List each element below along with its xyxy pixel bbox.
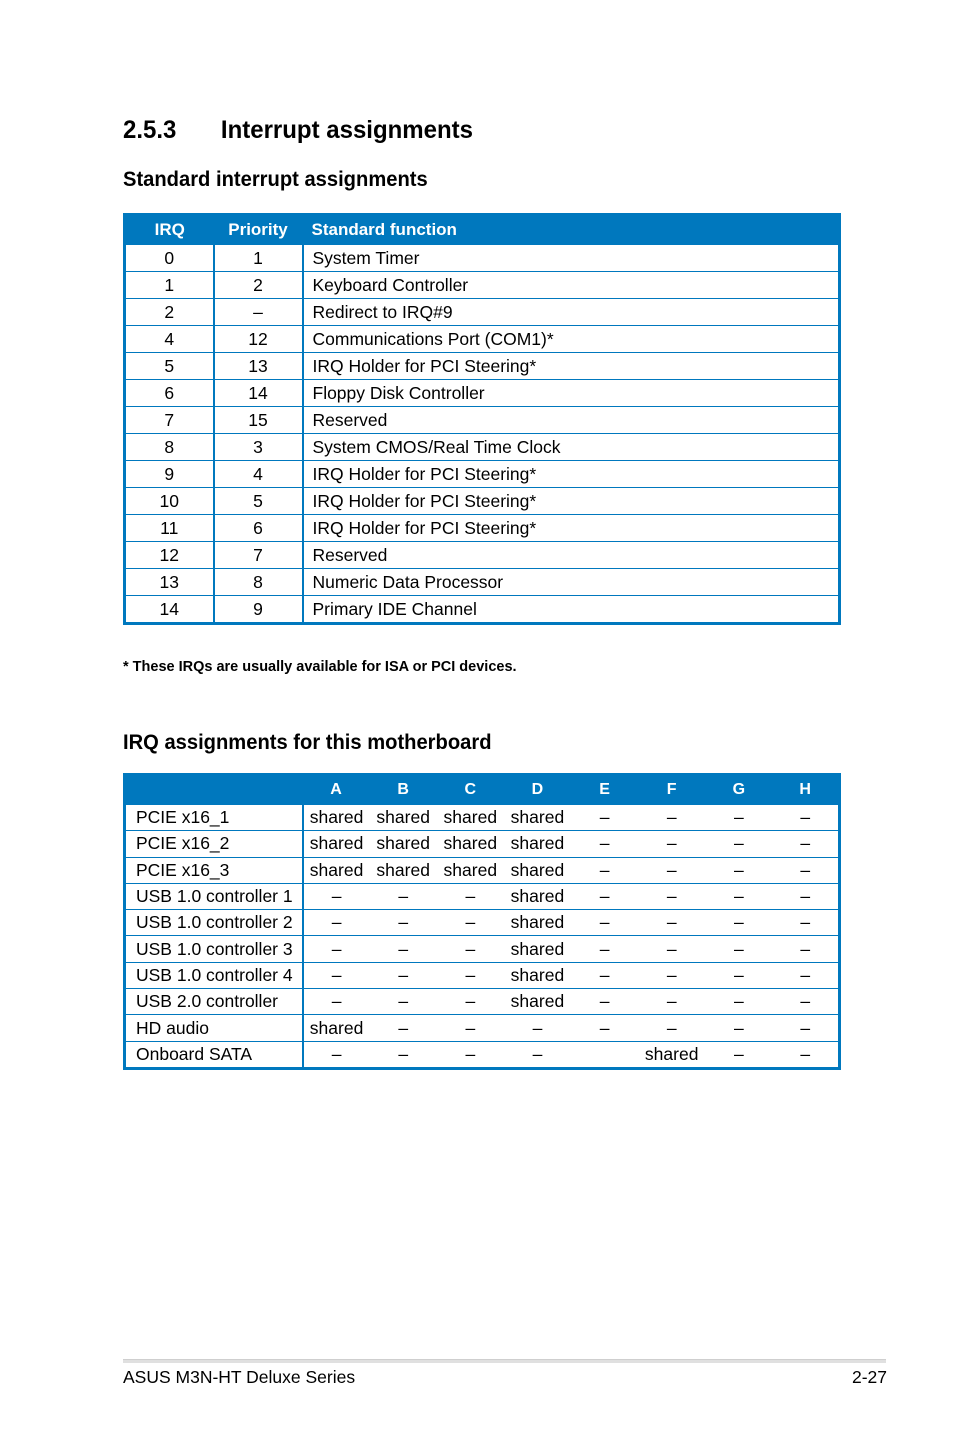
assignment-cell: – [705,857,772,883]
irq-cell: 2 [125,299,214,326]
table-row [125,857,840,883]
function-cell: Primary IDE Channel [303,596,840,624]
assignment-cell: – [303,883,370,909]
column-header-int-g: G [705,775,772,805]
priority-cell: 4 [214,461,303,488]
priority-cell: 8 [214,569,303,596]
priority-cell: 5 [214,488,303,515]
column-header-int-c: C [437,775,504,805]
assignment-cell: – [571,831,638,857]
function-cell: Floppy Disk Controller [303,380,840,407]
priority-cell: 2 [214,272,303,299]
table-row [125,407,840,434]
device-cell: PCIE x16_1 [125,805,303,831]
assignment-cell: shared [504,805,571,831]
assignment-cell: shared [370,831,437,857]
table-row [125,596,840,624]
assignment-cell: – [638,989,705,1015]
function-cell: IRQ Holder for PCI Steering* [303,488,840,515]
table-row [125,1015,840,1041]
table-header-row [125,215,840,245]
function-cell: System Timer [303,245,840,272]
irq-cell: 8 [125,434,214,461]
priority-cell: 3 [214,434,303,461]
table-row [125,805,840,831]
table-row [125,272,840,299]
irq-cell: 5 [125,353,214,380]
assignment-cell: shared [504,857,571,883]
assignment-cell: shared [504,910,571,936]
assignment-cell: – [437,1015,504,1041]
function-cell: Reserved [303,407,840,434]
assignment-cell: – [638,962,705,988]
column-header-int-e: E [571,775,638,805]
assignment-cell: – [370,1041,437,1068]
column-header-int-b: B [370,775,437,805]
assignment-cell: – [370,1015,437,1041]
motherboard-table-title: IRQ assignments for this motherboard [123,731,492,754]
assignment-cell: – [772,962,839,988]
assignment-cell: shared [303,831,370,857]
assignment-cell: shared [504,936,571,962]
irq-cell: 11 [125,515,214,542]
assignment-cell: – [504,1041,571,1068]
table-header-row [125,775,840,805]
table-row [125,831,840,857]
irq-cell: 4 [125,326,214,353]
function-cell: Communications Port (COM1)* [303,326,840,353]
priority-cell: 6 [214,515,303,542]
assignment-cell: shared [370,805,437,831]
column-header-int-h: H [772,775,839,805]
assignment-cell: – [638,936,705,962]
assignment-cell: – [571,1015,638,1041]
assignment-cell: – [638,831,705,857]
table-row [125,245,840,272]
device-cell: PCIE x16_3 [125,857,303,883]
assignment-cell: – [705,989,772,1015]
function-cell: Keyboard Controller [303,272,840,299]
motherboard-irq-table [123,773,841,1070]
table-row [125,461,840,488]
assignment-cell: – [303,936,370,962]
column-header-priority: Priority [214,215,303,245]
assignment-cell: – [705,883,772,909]
section-title-text: Interrupt assignments [220,116,473,144]
column-header-irq: IRQ [125,215,214,245]
table-row [125,1041,840,1068]
assignment-cell: shared [437,831,504,857]
priority-cell: 7 [214,542,303,569]
table-row [125,936,840,962]
column-header-function: Standard function [303,215,840,245]
standard-table-title: Standard interrupt assignments [123,168,428,191]
assignment-cell: – [303,962,370,988]
table-row [125,542,840,569]
assignment-cell: shared [303,805,370,831]
function-cell: IRQ Holder for PCI Steering* [303,515,840,542]
assignment-cell: – [437,989,504,1015]
function-cell: IRQ Holder for PCI Steering* [303,353,840,380]
assignment-cell: – [504,1015,571,1041]
device-cell: USB 1.0 controller 1 [125,883,303,909]
assignment-cell: – [370,883,437,909]
function-cell: Numeric Data Processor [303,569,840,596]
assignment-cell: – [772,910,839,936]
assignment-cell: – [772,1015,839,1041]
assignment-cell: – [571,962,638,988]
assignment-cell: – [303,910,370,936]
table-row [125,299,840,326]
column-header-int-f: F [638,775,705,805]
assignment-cell: – [638,1015,705,1041]
device-cell: USB 1.0 controller 3 [125,936,303,962]
table-row [125,910,840,936]
footer-rule [123,1359,886,1363]
assignment-cell: – [370,989,437,1015]
assignment-cell: – [638,805,705,831]
assignment-cell: – [772,831,839,857]
assignment-cell: – [772,883,839,909]
section-number: 2.5.3 [123,116,177,144]
priority-cell: 13 [214,353,303,380]
assignment-cell: – [571,910,638,936]
assignment-cell: – [370,910,437,936]
table-row [125,380,840,407]
assignment-cell: – [705,936,772,962]
device-cell: USB 1.0 controller 2 [125,910,303,936]
assignment-cell [571,1041,638,1068]
footnote: * These IRQs are usually available for ISA or PCI devices. [123,659,517,675]
function-cell: IRQ Holder for PCI Steering* [303,461,840,488]
priority-cell: 14 [214,380,303,407]
irq-cell: 10 [125,488,214,515]
table-row [125,326,840,353]
section-title [123,116,473,145]
irq-cell: 14 [125,596,214,624]
assignment-cell: – [772,989,839,1015]
assignment-cell: – [705,910,772,936]
assignment-cell: – [437,883,504,909]
irq-cell: 12 [125,542,214,569]
priority-cell: 1 [214,245,303,272]
assignment-cell: shared [303,1015,370,1041]
assignment-cell: – [571,857,638,883]
assignment-cell: – [705,1041,772,1068]
irq-cell: 1 [125,272,214,299]
assignment-cell: – [638,910,705,936]
assignment-cell: shared [504,989,571,1015]
assignment-cell: – [571,805,638,831]
table-row [125,962,840,988]
irq-cell: 9 [125,461,214,488]
assignment-cell: shared [303,857,370,883]
assignment-cell: shared [437,805,504,831]
assignment-cell: – [772,857,839,883]
assignment-cell: – [638,883,705,909]
assignment-cell: – [772,936,839,962]
assignment-cell: – [705,962,772,988]
assignment-cell: – [571,989,638,1015]
column-header-device [125,775,303,805]
assignment-cell: – [705,1015,772,1041]
table-row [125,569,840,596]
assignment-cell: shared [504,962,571,988]
irq-cell: 7 [125,407,214,434]
assignment-cell: – [370,962,437,988]
assignment-cell: – [370,936,437,962]
assignment-cell: – [772,1041,839,1068]
priority-cell: 15 [214,407,303,434]
function-cell: System CMOS/Real Time Clock [303,434,840,461]
priority-cell: – [214,299,303,326]
assignment-cell: shared [504,883,571,909]
table-row [125,353,840,380]
assignment-cell: – [437,910,504,936]
device-cell: USB 2.0 controller [125,989,303,1015]
column-header-int-a: A [303,775,370,805]
assignment-cell: shared [370,857,437,883]
device-cell: USB 1.0 controller 4 [125,962,303,988]
table-row [125,434,840,461]
table-row [125,989,840,1015]
assignment-cell: – [705,831,772,857]
footer-product-name: ASUS M3N-HT Deluxe Series [123,1367,356,1387]
irq-cell: 13 [125,569,214,596]
irq-cell: 6 [125,380,214,407]
assignment-cell: shared [504,831,571,857]
footer-page-number: 2-27 [851,1367,887,1387]
assignment-cell: shared [638,1041,705,1068]
assignment-cell: – [638,857,705,883]
device-cell: Onboard SATA [125,1041,303,1068]
table-row [125,883,840,909]
device-cell: PCIE x16_2 [125,831,303,857]
assignment-cell: – [303,989,370,1015]
column-header-int-d: D [504,775,571,805]
function-cell: Redirect to IRQ#9 [303,299,840,326]
irq-cell: 0 [125,245,214,272]
assignment-cell: – [705,805,772,831]
assignment-cell: – [571,883,638,909]
table-row [125,488,840,515]
assignment-cell: shared [437,857,504,883]
table-row [125,515,840,542]
priority-cell: 9 [214,596,303,624]
assignment-cell: – [437,962,504,988]
standard-interrupt-table [123,213,841,625]
function-cell: Reserved [303,542,840,569]
assignment-cell: – [772,805,839,831]
assignment-cell: – [437,1041,504,1068]
device-cell: HD audio [125,1015,303,1041]
assignment-cell: – [571,936,638,962]
assignment-cell: – [303,1041,370,1068]
assignment-cell: – [437,936,504,962]
priority-cell: 12 [214,326,303,353]
